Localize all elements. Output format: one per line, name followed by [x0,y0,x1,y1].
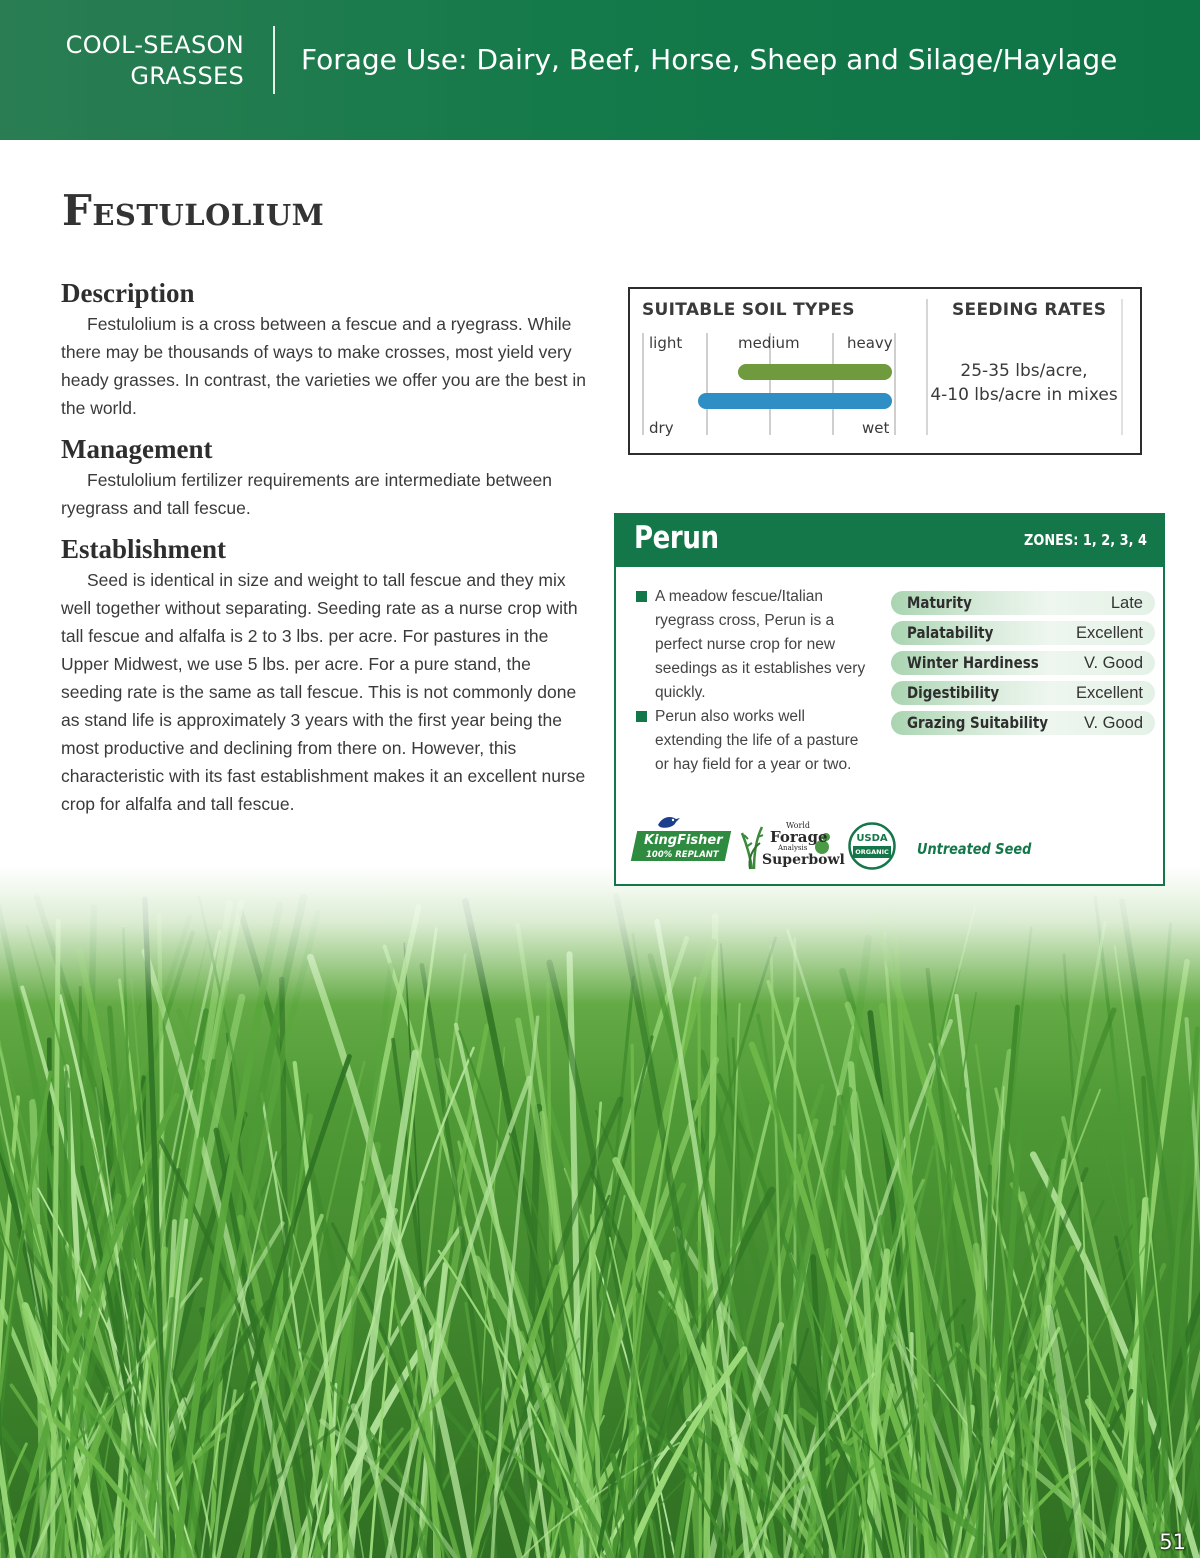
rating-row-palatability [891,621,1155,645]
untreated-seed-label: Untreated Seed [917,840,1032,858]
usda-seal-line2: ORGANIC [855,848,889,856]
product-bullets [636,585,876,777]
kingfisher-tagline: 100% REPLANT [646,850,719,860]
scale-gridline [642,333,644,435]
kingfisher-name: KingFisher [644,833,723,848]
bullet-square-icon [636,591,647,602]
management-section [61,432,591,522]
moisture-label-wet: wet [862,419,890,437]
establishment-heading: Establishment [61,534,227,564]
rating-value: Excellent [1076,684,1143,702]
rating-row-maturity [891,591,1155,615]
management-heading: Management [61,434,213,464]
scale-gridline [832,333,834,435]
bullet-square-icon [636,711,647,722]
page-title: Festulolium [62,186,325,235]
rating-value: Late [1110,594,1143,612]
texture-label-heavy: heavy [847,334,893,352]
usda-organic-seal [848,822,896,870]
kingfisher-logo [634,815,730,867]
product-card-header [616,515,1163,567]
section-label [40,30,244,92]
rating-value: Excellent [1076,624,1143,642]
moisture-range-bar [698,393,892,409]
product-card [614,513,1165,886]
page-number: 51 [1159,1530,1186,1554]
list-item [636,705,876,777]
header-divider [273,26,275,94]
section-label-line1: COOL-SEASON [65,31,244,59]
product-zones: ZONES: 1, 2, 3, 4 [1024,531,1147,549]
moisture-label-dry: dry [649,419,674,437]
rating-label: Maturity [907,593,972,612]
establishment-section [61,532,591,818]
list-item [636,585,876,705]
management-body: Festulolium fertilizer requirements are intermediate between ryegrass and tall fescue. [61,470,552,518]
usda-seal-line1: USDA [856,833,888,844]
text-column [61,276,591,828]
seeding-rates-title: SEEDING RATES [952,300,1107,320]
description-section [61,276,591,422]
rating-label: Grazing Suitability [907,713,1049,732]
texture-label-light: light [649,334,683,352]
bullet-text: A meadow fescue/Italian ryegrass cross, Perun is a perfect nurse crop for new seedings as it establishes very quickly. [655,588,866,701]
scale-gridline [706,333,708,435]
rating-value: V. Good [1083,654,1143,672]
seeding-rate-value [928,359,1120,407]
description-body: Festulolium is a cross between a fescue and a ryegrass. While there may be thousands of ways to make crosses, most yield very heady grasses. In contrast, the varieties we offer you are the best in the world. [61,314,586,418]
world-forage-superbowl-logo [740,821,845,871]
section-label-line2: GRASSES [130,62,244,90]
rating-label: Digestibility [907,683,1000,702]
forage-use: Forage Use: Dairy, Beef, Horse, Sheep and Silage/Haylage [301,43,1118,76]
box-divider [1121,299,1123,435]
rating-label: Palatability [907,623,994,642]
rating-row-grazing-suitability [891,711,1155,735]
rating-value: V. Good [1083,714,1143,732]
establishment-body: Seed is identical in size and weight to tall fescue and they mix well together without separating. Seeding rate as a nurse crop with tall fescue and alfalfa is 2 to 3 lbs. per acre. For pastures in the Upper Midwest, we use 5 lbs. per acre. For a pure stand, the seeding rate is the same as tall fescue. This is not commonly done as stand life is approximately 3 years with the first year being the most productive and declining from there on. However, this characteristic with its fast establishment makes it an excellent nurse crop for alfalfa and tall fescue. [61,570,586,814]
page-header [0,0,1200,140]
soil-types-title: SUITABLE SOIL TYPES [642,300,855,320]
product-ratings [891,591,1155,741]
scale-gridline [894,333,896,435]
texture-range-bar [738,364,892,380]
wfa-forage: Forage [770,828,828,846]
seeding-rate-line1: 25-35 lbs/acre, [960,361,1088,381]
seeding-rate-line2: 4-10 lbs/acre in mixes [930,385,1118,405]
wfa-world: World [786,821,810,830]
wfa-superbowl: Superbowl [762,852,845,868]
wfa-analysis: Analysis [778,844,808,852]
grass-photo [0,866,1200,1558]
rating-row-digestibility [891,681,1155,705]
soil-seeding-box [628,287,1142,455]
usda-seal-icon [848,822,896,870]
product-name: Perun [634,520,719,556]
description-heading: Description [61,278,195,308]
rating-row-winter-hardiness [891,651,1155,675]
rating-label: Winter Hardiness [907,653,1039,672]
bullet-text: Perun also works well extending the life of a pasture or hay field for a year or two. [655,708,859,773]
texture-label-medium: medium [738,334,800,352]
